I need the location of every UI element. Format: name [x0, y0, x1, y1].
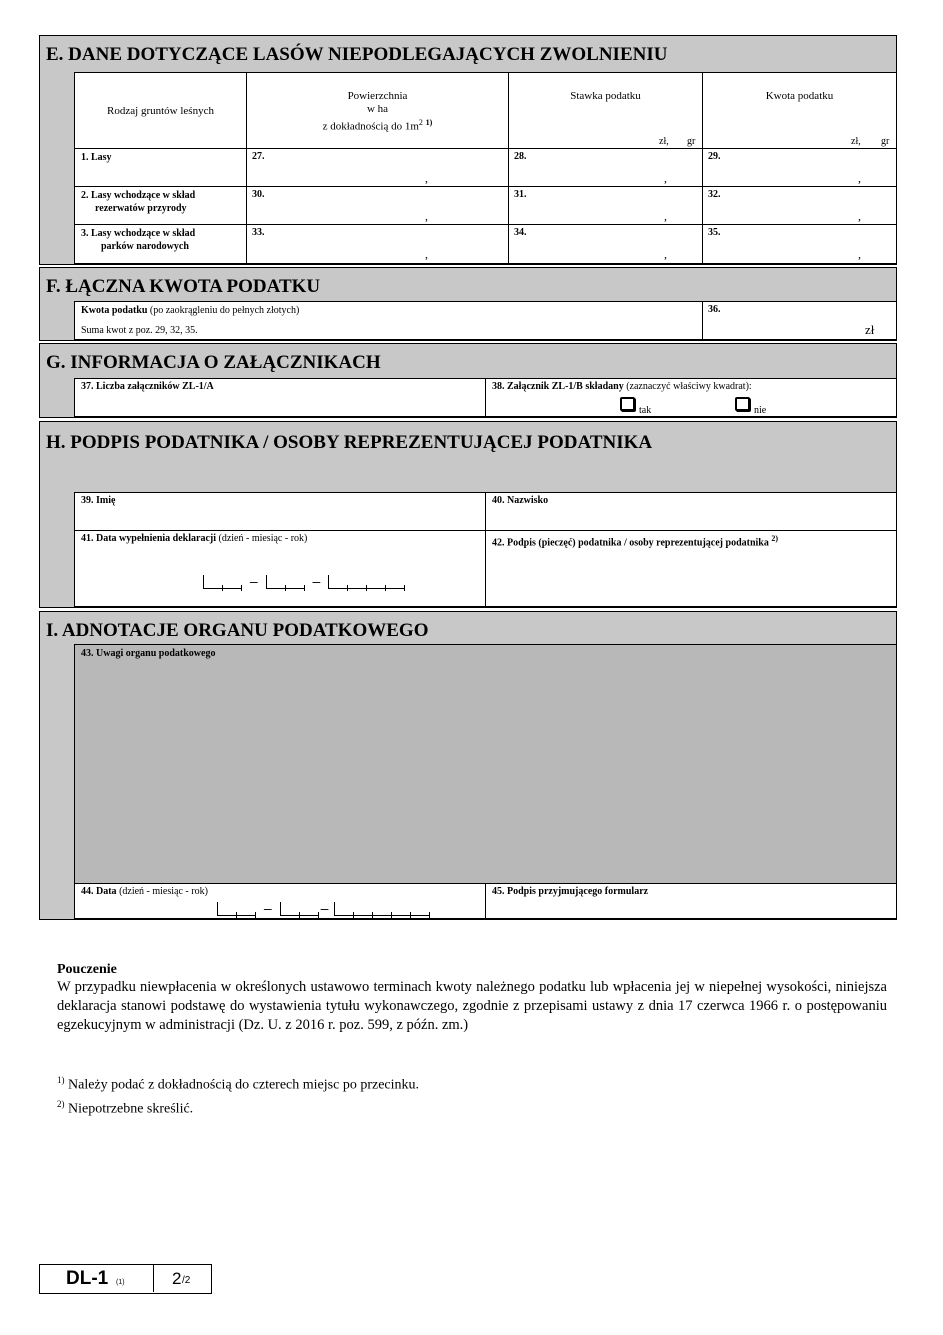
section-h: [39, 421, 897, 608]
section-h-title: H. PODPIS PODATNIKA / OSOBY REPREZENTUJĄCEJ PODATNIKA: [46, 432, 653, 453]
field-38: [485, 378, 897, 417]
field-40-label: 40. Nazwisko: [492, 495, 549, 506]
field-27-label: 27.: [252, 151, 265, 162]
header-amount-zl: zł,: [851, 136, 861, 147]
section-g: [39, 343, 897, 418]
page-number-cell: [154, 1265, 210, 1292]
field-44[interactable]: [74, 883, 486, 919]
checkbox-no-label: nie: [754, 405, 767, 416]
field-34-label: 34.: [514, 227, 527, 238]
field-33[interactable]: 33. ,: [246, 224, 509, 264]
field-41[interactable]: [74, 530, 486, 607]
form-version: (1): [116, 1279, 125, 1286]
header-amount-label: Kwota podatku: [765, 90, 834, 102]
field-41-label: 41. Data wypełnienia deklaracji (dzień - miesiąc - rok): [81, 533, 308, 544]
field-27[interactable]: 27. ,: [246, 148, 509, 187]
field-30[interactable]: 30. ,: [246, 186, 509, 225]
field-44-label: 44. Data (dzień - miesiąc - rok): [81, 886, 208, 897]
field-45[interactable]: [485, 883, 897, 919]
form-code-cell: [40, 1265, 154, 1292]
field-38-label: 38. Załącznik ZL-1/B składany (zaznaczyć właściwy kwadrat):: [492, 381, 752, 392]
field-35[interactable]: 35. ,: [702, 224, 897, 264]
field-39-label: 39. Imię: [81, 495, 116, 506]
field-37[interactable]: [74, 378, 486, 417]
section-f-title: F. ŁĄCZNA KWOTA PODATKU: [46, 276, 321, 297]
header-land-type-label: Rodzaj gruntów leśnych: [107, 105, 214, 117]
field-32-label: 32.: [708, 189, 721, 200]
checkbox-yes-label: tak: [639, 405, 652, 416]
header-amount-gr: gr: [881, 136, 890, 147]
field-29[interactable]: 29. ,: [702, 148, 897, 187]
header-area: [246, 72, 509, 149]
row-label-national-parks: 3. Lasy wchodzące w skład parków narodowych: [74, 224, 247, 264]
date-input-boxes: – –: [217, 900, 430, 916]
section-e: [39, 35, 897, 265]
field-30-label: 30.: [252, 189, 265, 200]
page-total: /2: [182, 1275, 191, 1286]
form-footer: [39, 1264, 212, 1294]
total-tax-label-cell: [74, 301, 703, 340]
section-f: [39, 267, 897, 341]
field-43-label: 43. Uwagi organu podatkowego: [81, 648, 216, 659]
section-g-title: G. INFORMACJA O ZAŁĄCZNIKACH: [46, 352, 381, 373]
field-36-label: 36.: [708, 304, 721, 315]
field-40[interactable]: [485, 492, 897, 531]
field-33-label: 33.: [252, 227, 265, 238]
field-28[interactable]: 28. ,: [508, 148, 703, 187]
header-rate-zl: zł,: [659, 136, 669, 147]
section-e-title: E. DANE DOTYCZĄCE LASÓW NIEPODLEGAJĄCYCH ZWOLNIENIU: [46, 44, 668, 65]
field-31[interactable]: 31. ,: [508, 186, 703, 225]
field-36[interactable]: [702, 301, 897, 340]
header-land-type: [74, 72, 247, 149]
footnotes: [57, 1071, 887, 1118]
footnote-2: $^{2)}$ Niepotrzebne skreślić.: [57, 1098, 194, 1117]
field-43[interactable]: [74, 644, 897, 884]
field-42-label: 42. Podpis (pieczęć) podatnika / osoby reprezentującej podatnika $^{2)}$: [492, 534, 779, 549]
field-36-unit: zł: [865, 322, 875, 337]
page-number: 2: [172, 1269, 182, 1288]
section-i: [39, 611, 897, 920]
field-45-label: 45. Podpis przyjmującego formularz: [492, 886, 649, 897]
instruction-text: W przypadku niewpłacenia w określonych ustawowo terminach kwoty należnego podatku lub wpłacenia jej w niepełnej wysokości, niniejsza deklaracja stanowi podstawę do wystawienia tytułu wykonawczego, zgodnie z przepisami ustawy z dnia 17 czerwca 1966 r. o postępowaniu egzekucyjnym w administracji (Dz. U. z 2016 r. poz. 599, z późn. zm.): [57, 979, 887, 1033]
field-39[interactable]: [74, 492, 486, 531]
header-rate-label: Stawka podatku: [570, 90, 641, 102]
field-28-label: 28.: [514, 151, 527, 162]
field-35-label: 35.: [708, 227, 721, 238]
field-42[interactable]: [485, 530, 897, 607]
field-31-label: 31.: [514, 189, 527, 200]
header-rate: [508, 72, 703, 149]
instruction-block: [57, 961, 887, 1035]
field-29-label: 29.: [708, 151, 721, 162]
field-34[interactable]: 34. ,: [508, 224, 703, 264]
footnote-1: $^{1)}$ Należy podać z dokładnością do czterech miejsc po przecinku.: [57, 1075, 420, 1093]
total-tax-sum-note: Suma kwot z poz. 29, 32, 35.: [81, 325, 198, 336]
total-tax-label: Kwota podatku (po zaokrągleniu do pełnych złotych): [81, 305, 300, 316]
row-label-nature-reserves: 2. Lasy wchodzące w skład rezerwatów przyrody: [74, 186, 247, 225]
header-area-label: Powierzchnia w ha z dokładnością do $1m^2$ $^{1)}$: [322, 90, 433, 133]
date-input-boxes: – –: [203, 573, 405, 589]
section-i-title: I. ADNOTACJE ORGANU PODATKOWEGO: [46, 620, 429, 641]
instruction-heading: Pouczenie: [57, 962, 117, 977]
header-amount: [702, 72, 897, 149]
row-label-forests: 1. Lasy: [74, 148, 247, 187]
checkbox-yes[interactable]: [620, 397, 635, 411]
checkbox-no[interactable]: [735, 397, 750, 411]
header-rate-gr: gr: [687, 136, 696, 147]
field-32[interactable]: 32. ,: [702, 186, 897, 225]
form-code: DL-1: [66, 1268, 109, 1289]
field-37-label: 37. Liczba załączników ZL-1/A: [81, 381, 214, 392]
